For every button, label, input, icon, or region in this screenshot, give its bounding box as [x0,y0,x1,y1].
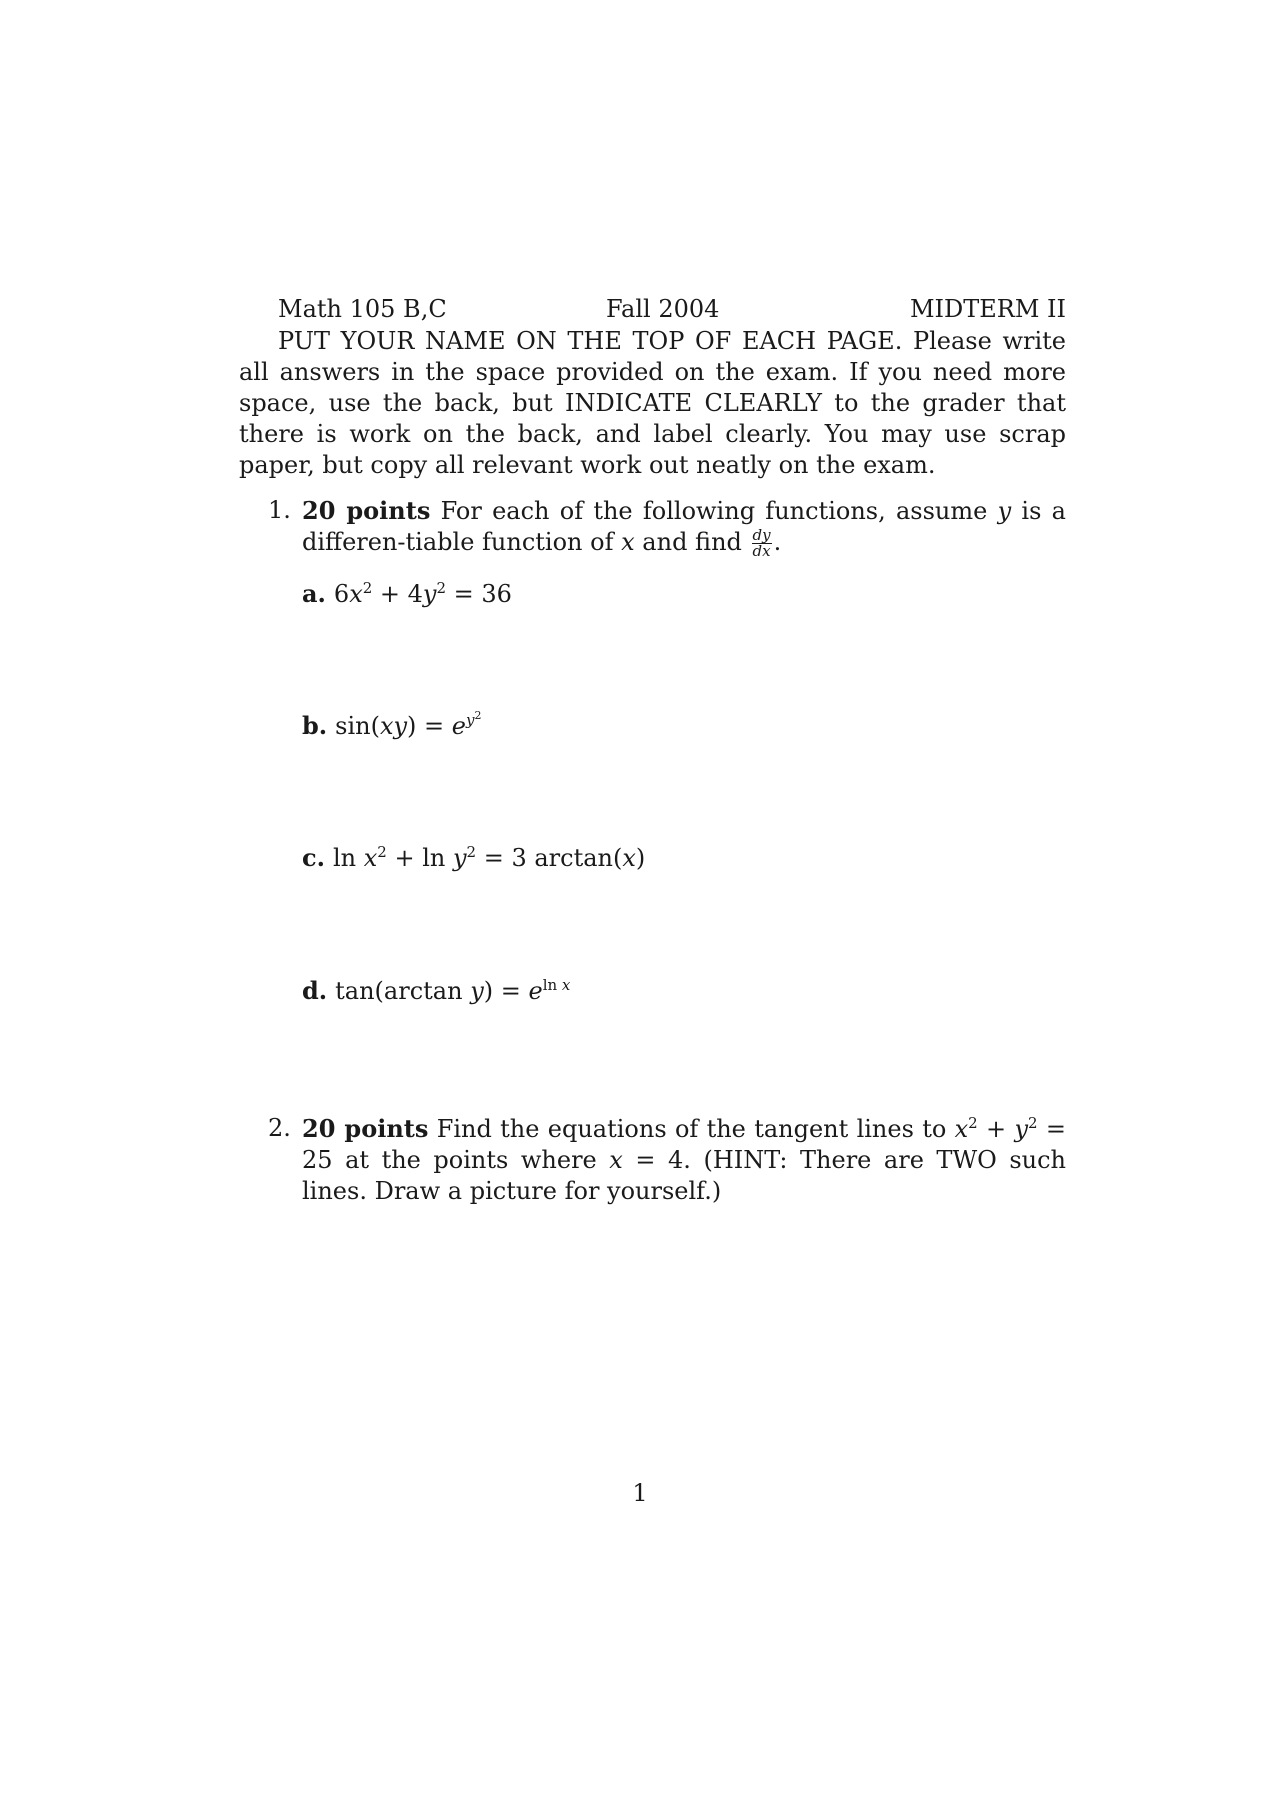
part-a-equation: $6x^2 + 4y^2 = 36$ [333,579,512,608]
derivative-fraction [752,528,772,559]
fraction-denominator: dx [752,542,771,560]
problem-1-points: 20 points [302,496,431,525]
part-d-label: d. [302,976,328,1005]
part-c [302,842,645,874]
variable-y: y [997,497,1012,525]
part-b-equation: $\sin(xy) = e^{y^2}$ [335,709,482,740]
problem-2-statement [302,1113,1066,1207]
term-label: Fall 2004 [606,295,720,323]
problem-1 [268,495,1066,559]
x-value-condition: x = 4. [609,1146,691,1174]
page-number: 1 [632,1479,648,1507]
exam-title: MIDTERM II [909,295,1066,323]
problem-2-text-c: (HINT: There are TWO such lines. Draw a picture for yourself.) [302,1146,1066,1205]
problem-2-text-b: at the points where [345,1146,597,1174]
course-name: Math 105 B,C [278,295,447,323]
problem-2-text-a: Find the equations of the tangent lines to [436,1115,947,1143]
problem-1-text-a: For each of the following functions, assume [440,497,988,525]
part-a [302,578,512,610]
exam-header [278,294,1066,326]
variable-x: x [621,528,635,556]
part-d-equation: tan(arctan $y) = e^{ln x}$ [335,976,571,1005]
part-a-label: a. [302,579,326,608]
circle-equation: $x^2 + y^2 = 25$ [302,1114,1066,1174]
problem-1-number: 1. [268,496,291,524]
part-c-label: c. [302,843,325,872]
problem-2 [268,1113,1066,1207]
problem-2-points: 20 points [302,1114,429,1143]
part-b [302,710,481,742]
part-c-equation: $\ln x^2 + \ln y^2 = 3$ arctan(x) [332,843,646,872]
exam-instructions: PUT YOUR NAME ON THE TOP OF EACH PAGE. Please write all answers in the space provided on the exam. If you need more space, use the back, but INDICATE CLEARLY to the grader that there is work on the back, and label clearly. You may use scrap paper, but copy all relevant work out neatly on the exam. [239,327,1066,479]
problem-2-number: 2. [268,1114,291,1142]
fraction-numerator: dy [752,526,771,544]
problem-1-text-c: and find [642,528,742,556]
part-b-label: b. [302,711,328,740]
problem-1-text-b: is a differen-tiable function of [302,497,1066,556]
problem-1-period: . [773,528,782,556]
part-d [302,975,570,1007]
problem-1-statement [302,495,1066,559]
